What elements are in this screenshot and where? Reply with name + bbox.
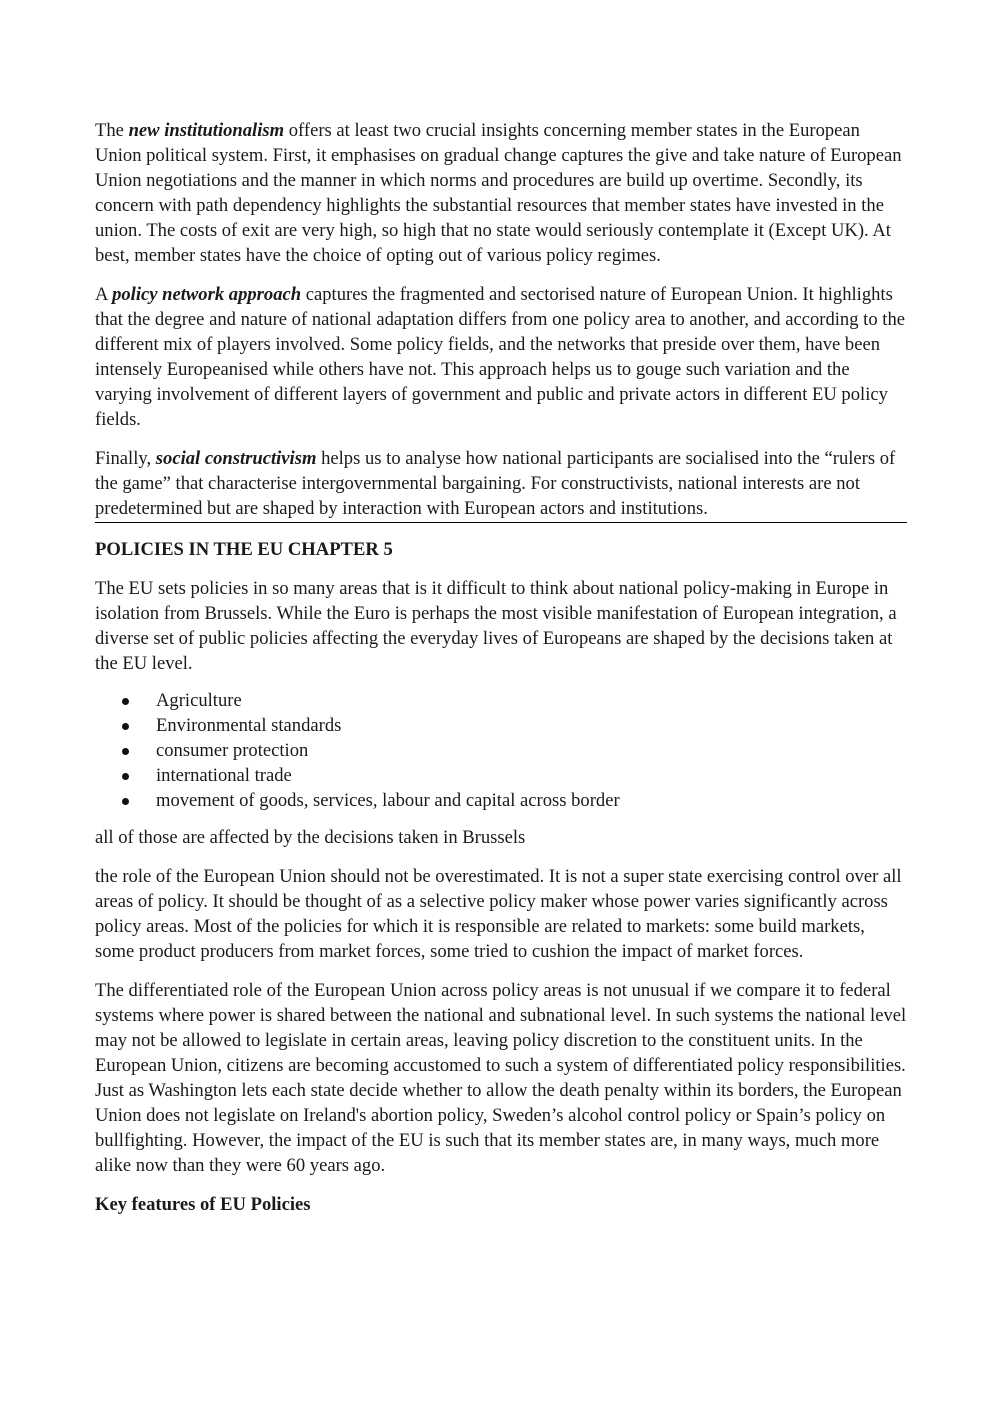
paragraph-role: the role of the European Union should not be overestimated. It is not a super state exercising control over all areas of policy. It should be thought of as a selective policy maker whose power varies significantly across policy areas. Most of the policies for which it is responsible are related to markets: some build markets, some product producers from market forces, some tried to cushion the impact of market forces. (95, 866, 902, 962)
bullet-icon (122, 773, 129, 780)
bullet-list (95, 688, 907, 813)
key-term: policy network approach (112, 284, 302, 305)
paragraph-text: helps us to analyse how national participants are socialised into the “rulers of the game” that characterise intergovernmental bargaining. For constructivists, national interests are not predetermined but are shaped by interaction with European actors and institutions. (95, 448, 896, 519)
paragraph-text: A (95, 284, 113, 305)
paragraph-text: Finally, (95, 448, 156, 469)
list-item (95, 688, 907, 713)
paragraph-new-institutionalism (95, 118, 907, 268)
paragraph-intro: The EU sets policies in so many areas that is it difficult to think about national policy-making in Europe in isolation from Brussels. While the Euro is perhaps the most visible manifestation of European integration, a diverse set of public policies affecting the everyday lives of Europeans are shaped by the decisions taken at the EU level. (95, 578, 897, 674)
section-heading: POLICIES IN THE EU CHAPTER 5 (95, 539, 393, 560)
list-item (95, 763, 907, 788)
list-item (95, 738, 907, 763)
list-item-text: Environmental standards (156, 715, 342, 736)
paragraph-text: The (95, 120, 129, 141)
list-item-text: Agriculture (156, 690, 242, 711)
paragraph-differentiated-role: The differentiated role of the European Union across policy areas is not unusual if we compare it to federal systems where power is shared between the national and subnational level. In such systems the national level may not be allowed to legislate in certain areas, leaving policy discretion to the constituent units. In the European Union, citizens are becoming accustomed to such a system of differentiated policy responsibilities. Just as Washington lets each state decide whether to allow the death penalty within its borders, the European Union does not legislate on Ireland's abortion policy, Sweden’s alcohol control policy or Spain’s policy on bullfighting. However, the impact of the EU is such that its member states are, in many ways, much more alike now than they were 60 years ago. (95, 980, 907, 1176)
paragraph-text: offers at least two crucial insights concerning member states in the European Union political system. First, it emphasises on gradual change captures the give and take nature of European Union negotiations and the manner in which norms and procedures are build up overtime. Secondly, its concern with path dependency highlights the substantial resources that member states have invested in the union. The costs of exit are very high, so high that no state would seriously contemplate it (Except UK). At best, member states have the choice of opting out of various policy regimes. (95, 120, 902, 266)
key-term: social constructivism (155, 448, 317, 469)
list-item-text: international trade (156, 765, 292, 786)
bullet-icon (122, 698, 129, 705)
subsection-heading: Key features of EU Policies (95, 1194, 311, 1215)
bullet-icon (122, 798, 129, 805)
list-item (95, 788, 907, 813)
list-item-text: consumer protection (156, 740, 309, 761)
list-item-text: movement of goods, services, labour and capital across border (156, 790, 620, 811)
paragraph-policy-network (95, 282, 907, 432)
paragraph-text: captures the fragmented and sectorised nature of European Union. It highlights that the degree and nature of national adaptation differs from one policy area to another, and according to the different mix of players involved. Some policy fields, and the networks that preside over them, have been intensely Europeanised while others have not. This approach helps us to gouge such variation and the varying involvement of different layers of government and public and private actors in different EU policy fields. (95, 284, 905, 430)
bullet-icon (122, 723, 129, 730)
paragraph-social-constructivism (95, 446, 907, 523)
bullet-icon (122, 748, 129, 755)
paragraph-affected: all of those are affected by the decisions taken in Brussels (95, 827, 526, 848)
list-item (95, 713, 907, 738)
key-term: new institutionalism (128, 120, 285, 141)
document-page (95, 118, 907, 1231)
